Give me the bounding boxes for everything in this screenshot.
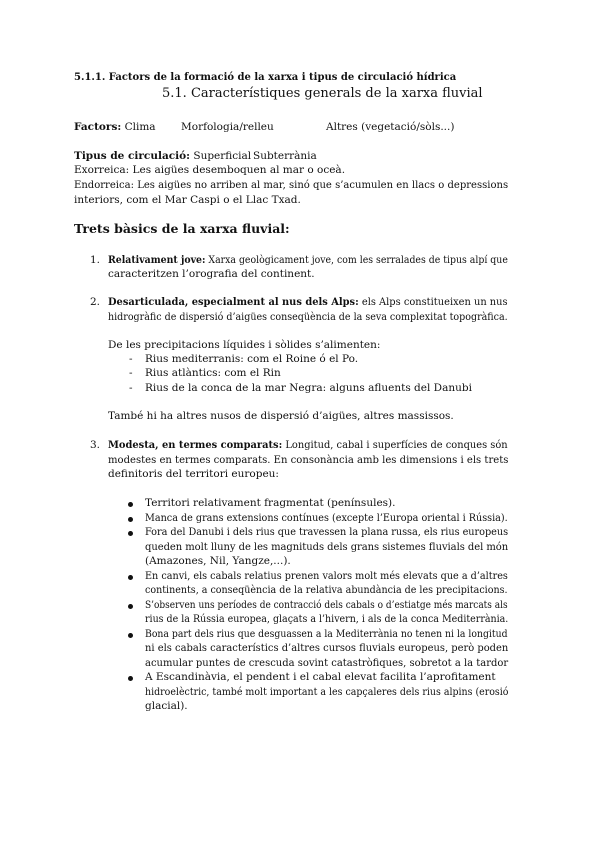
- bullet-dot: [128, 633, 133, 638]
- bullet-dot: [128, 531, 133, 536]
- dash-marker: -: [129, 353, 133, 365]
- dash-item-atlantics: Rius atlàntics: com el Rin: [145, 367, 281, 379]
- page-subtitle: 5.1. Característiques generals de la xarxa fluvial: [162, 86, 483, 101]
- factor-altres: Altres (vegetació/sòls...): [326, 121, 455, 133]
- item1-number: 1.: [90, 254, 101, 266]
- bullet-3-line1: Fora del Danubi i dels rius que travessen la plana russa, els rius europeus: [145, 526, 509, 538]
- traits-heading: Trets bàsics de la xarxa fluvial:: [74, 221, 290, 236]
- item3-bold: Modesta, en termes comparats:: [108, 439, 283, 451]
- item2-line1: [108, 296, 508, 308]
- item3-line2: modestes en termes comparats. En consonància amb les dimensions i els trets: [108, 454, 509, 466]
- factor-clima: Clima: [124, 121, 156, 133]
- item3-text: Longitud, cabal i superfícies de conques són: [285, 439, 508, 451]
- bullet-2-line1: Manca de grans extensions contínues (excepte l’Europa oriental i Rússia).: [145, 512, 508, 524]
- circulation-row: [74, 150, 251, 162]
- dash-item-mediterranis: Rius mediterranis: com el Roine ó el Po.: [145, 353, 359, 365]
- factors-row: [74, 121, 156, 133]
- dash-item-mar-negra: Rius de la conca de la mar Negra: alguns afluents del Danubi: [145, 382, 472, 394]
- bullet-1-line1: Territori relativament fragmentat (penínsules).: [145, 497, 396, 509]
- item3-line1: [108, 439, 508, 451]
- item1-bold: Relativament jove:: [108, 254, 206, 266]
- precip-intro: De les precipitacions líquides i sòlides s’alimenten:: [108, 339, 381, 351]
- item2-number: 2.: [90, 296, 101, 308]
- bullet-5-line1: S’observen uns períodes de contracció dels cabals o d’estiatge més marcats als: [145, 599, 508, 611]
- bullet-dot: [128, 575, 133, 580]
- bullet-6-line1: Bona part dels rius que desguassen a la Mediterrània no tenen ni la longitud: [145, 628, 508, 640]
- bullet-dot: [128, 604, 133, 609]
- bullet-3-line3: (Amazones, Nil, Yangze,...).: [145, 555, 291, 567]
- bullet-4-line2: continents, a conseqüència de la relativa abundància de les precipitacions.: [145, 584, 508, 596]
- bullet-7-line2: hidroelèctric, també molt important a les capçaleres dels rius alpins (erosió: [145, 686, 509, 698]
- also-text: També hi ha altres nusos de dispersió d’aigües, altres massissos.: [108, 410, 454, 422]
- bullet-dot: [128, 502, 133, 507]
- bullet-dot: [128, 676, 133, 681]
- item1-line2: caracteritzen l’orografia del continent.: [108, 268, 315, 280]
- factors-label: Factors:: [74, 121, 122, 133]
- dash-marker: -: [129, 382, 133, 394]
- bullet-5-line2: rius de la Rússia europea, glaçats a l’hivern, i als de la conca Mediterrània.: [145, 613, 509, 625]
- circulation-type-subterrania: Subterrània: [253, 150, 317, 162]
- dash-marker: -: [129, 367, 133, 379]
- exorreica-text: Exorreica: Les aigües desemboquen al mar o oceà.: [74, 164, 346, 176]
- item3-line3: definitoris del territori europeu:: [108, 468, 279, 480]
- bullet-4-line1: En canvi, els cabals relatius prenen valors molt més elevats que a d’altres: [145, 570, 508, 582]
- circulation-type-superficial: Superficial: [193, 150, 252, 162]
- bullet-6-line2: ni els cabals característics d’altres cursos fluvials europeus, però poden: [145, 642, 509, 654]
- item3-number: 3.: [90, 439, 101, 451]
- endorreica-text-line1: Endorreica: Les aigües no arriben al mar, sinó que s’acumulen en llacs o depressions: [74, 179, 509, 191]
- circulation-label: Tipus de circulació:: [74, 150, 191, 162]
- item1-line1: [108, 254, 508, 266]
- section-title: 5.1.1. Factors de la formació de la xarxa i tipus de circulació hídrica: [74, 72, 457, 83]
- bullet-3-line2: queden molt lluny de les magnituds dels grans sistemes fluvials del món: [145, 541, 509, 553]
- item2-line2: hidrogràfic de dispersió d’aigües conseqüència de la seva complexitat topogràfica.: [108, 311, 508, 323]
- item2-text: els Alps constitueixen un nus: [361, 296, 508, 308]
- bullet-7-line3: glacial).: [145, 700, 188, 712]
- factor-morfologia: Morfologia/relleu: [181, 121, 274, 133]
- item1-text: Xarxa geològicament jove, com les serralades de tipus alpí que: [208, 254, 508, 266]
- bullet-dot: [128, 517, 133, 522]
- item2-bold: Desarticulada, especialment al nus dels Alps:: [108, 296, 359, 308]
- endorreica-text-line2: interiors, com el Mar Caspi o el Llac Txad.: [74, 194, 301, 206]
- bullet-6-line3: acumular puntes de crescuda sovint catastròfiques, sobretot a la tardor: [145, 657, 509, 669]
- bullet-7-line1: A Escandinàvia, el pendent i el cabal elevat facilita l’aprofitament: [145, 671, 496, 683]
